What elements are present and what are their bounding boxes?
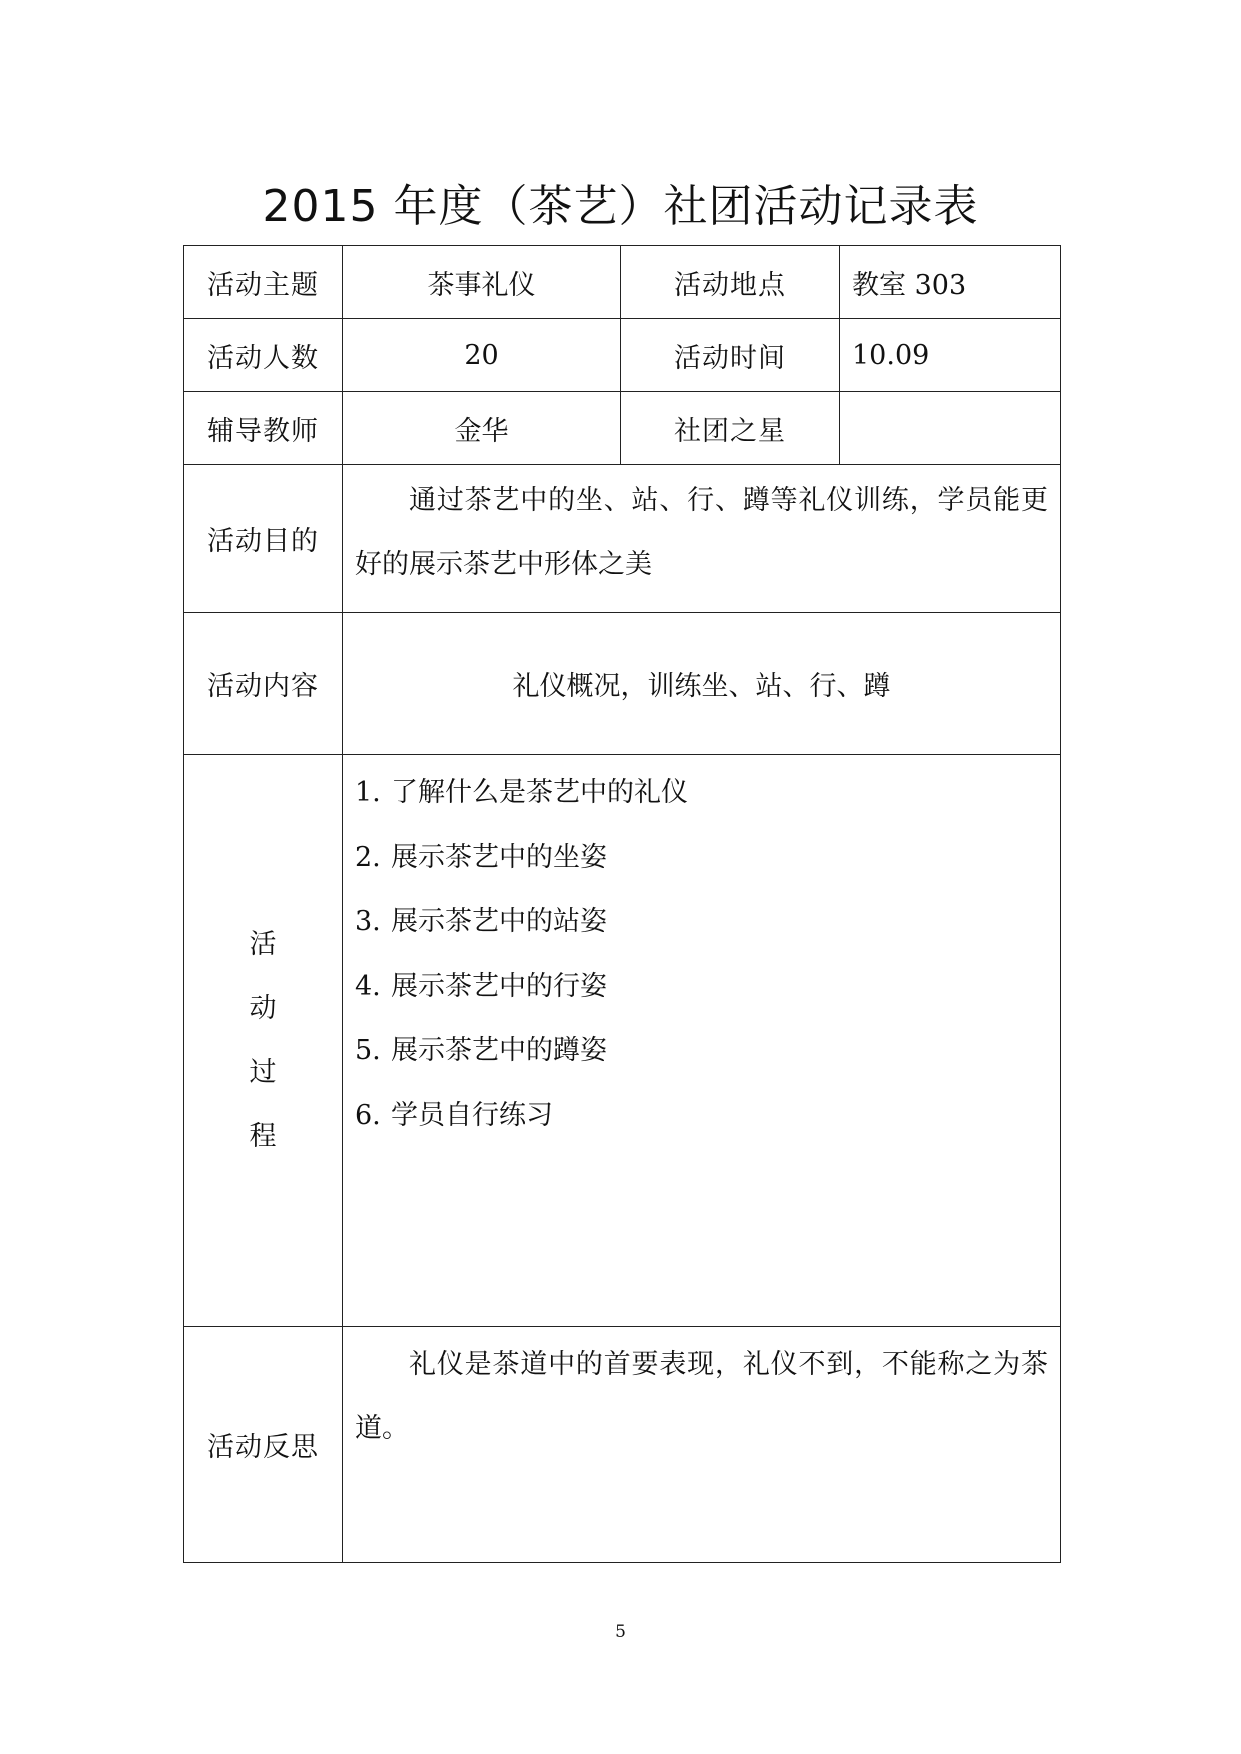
location-label: 活动地点 — [621, 246, 840, 319]
reflection-text: 礼仪是茶道中的首要表现，礼仪不到，不能称之为茶道。 — [355, 1349, 1048, 1444]
step-number: 2. — [355, 841, 381, 873]
process-label-char: 动 — [249, 992, 277, 1024]
process-step — [355, 826, 1060, 891]
activity-time-value: 10.09 — [840, 319, 1061, 392]
table-row — [184, 1327, 1061, 1563]
step-text: 展示茶艺中的站姿 — [391, 906, 607, 937]
activity-time-label: 活动时间 — [621, 319, 840, 392]
content-label: 活动内容 — [184, 613, 343, 755]
process-label — [184, 755, 343, 1327]
club-star-value — [840, 392, 1061, 465]
table-row — [184, 246, 1061, 319]
content-value: 礼仪概况，训练坐、站、行、蹲 — [343, 613, 1061, 755]
step-text: 展示茶艺中的蹲姿 — [391, 1035, 607, 1066]
theme-label: 活动主题 — [184, 246, 343, 319]
table-row — [184, 613, 1061, 755]
participant-count-label: 活动人数 — [184, 319, 343, 392]
step-number: 4. — [355, 970, 381, 1002]
location-value: 教室 303 — [840, 246, 1061, 319]
table-row — [184, 465, 1061, 613]
reflection-label: 活动反思 — [184, 1327, 343, 1563]
club-star-label: 社团之星 — [621, 392, 840, 465]
step-number: 5. — [355, 1035, 381, 1066]
step-number: 6. — [355, 1099, 381, 1131]
process-step — [355, 890, 1060, 955]
process-step — [355, 761, 1060, 826]
table-row — [184, 755, 1061, 1327]
table-row — [184, 319, 1061, 392]
process-step — [355, 1084, 1060, 1149]
activity-record-table — [183, 245, 1061, 1563]
step-text: 展示茶艺中的坐姿 — [391, 841, 607, 873]
page-title: 2015 年度（茶艺）社团活动记录表 — [262, 181, 979, 232]
purpose-text: 通过茶艺中的坐、站、行、蹲等礼仪训练，学员能更好的展示茶艺中形体之美 — [355, 485, 1048, 580]
purpose-label: 活动目的 — [184, 465, 343, 613]
step-text: 展示茶艺中的行姿 — [391, 970, 607, 1002]
teacher-label: 辅导教师 — [184, 392, 343, 465]
process-label-char: 程 — [249, 1120, 277, 1152]
process-label-char: 活 — [249, 928, 277, 960]
process-step — [355, 1019, 1060, 1084]
theme-value: 茶事礼仪 — [343, 246, 621, 319]
table-row — [184, 392, 1061, 465]
page-number: 5 — [615, 1622, 626, 1642]
step-number: 3. — [355, 906, 381, 937]
process-step — [355, 955, 1060, 1020]
reflection-value — [343, 1327, 1061, 1563]
process-steps — [343, 755, 1061, 1327]
step-text: 学员自行练习 — [391, 1099, 553, 1131]
participant-count-value: 20 — [343, 319, 621, 392]
teacher-value: 金华 — [343, 392, 621, 465]
step-text: 了解什么是茶艺中的礼仪 — [391, 777, 688, 808]
process-label-char: 过 — [249, 1056, 277, 1088]
step-number: 1. — [355, 777, 381, 808]
purpose-value — [343, 465, 1061, 613]
